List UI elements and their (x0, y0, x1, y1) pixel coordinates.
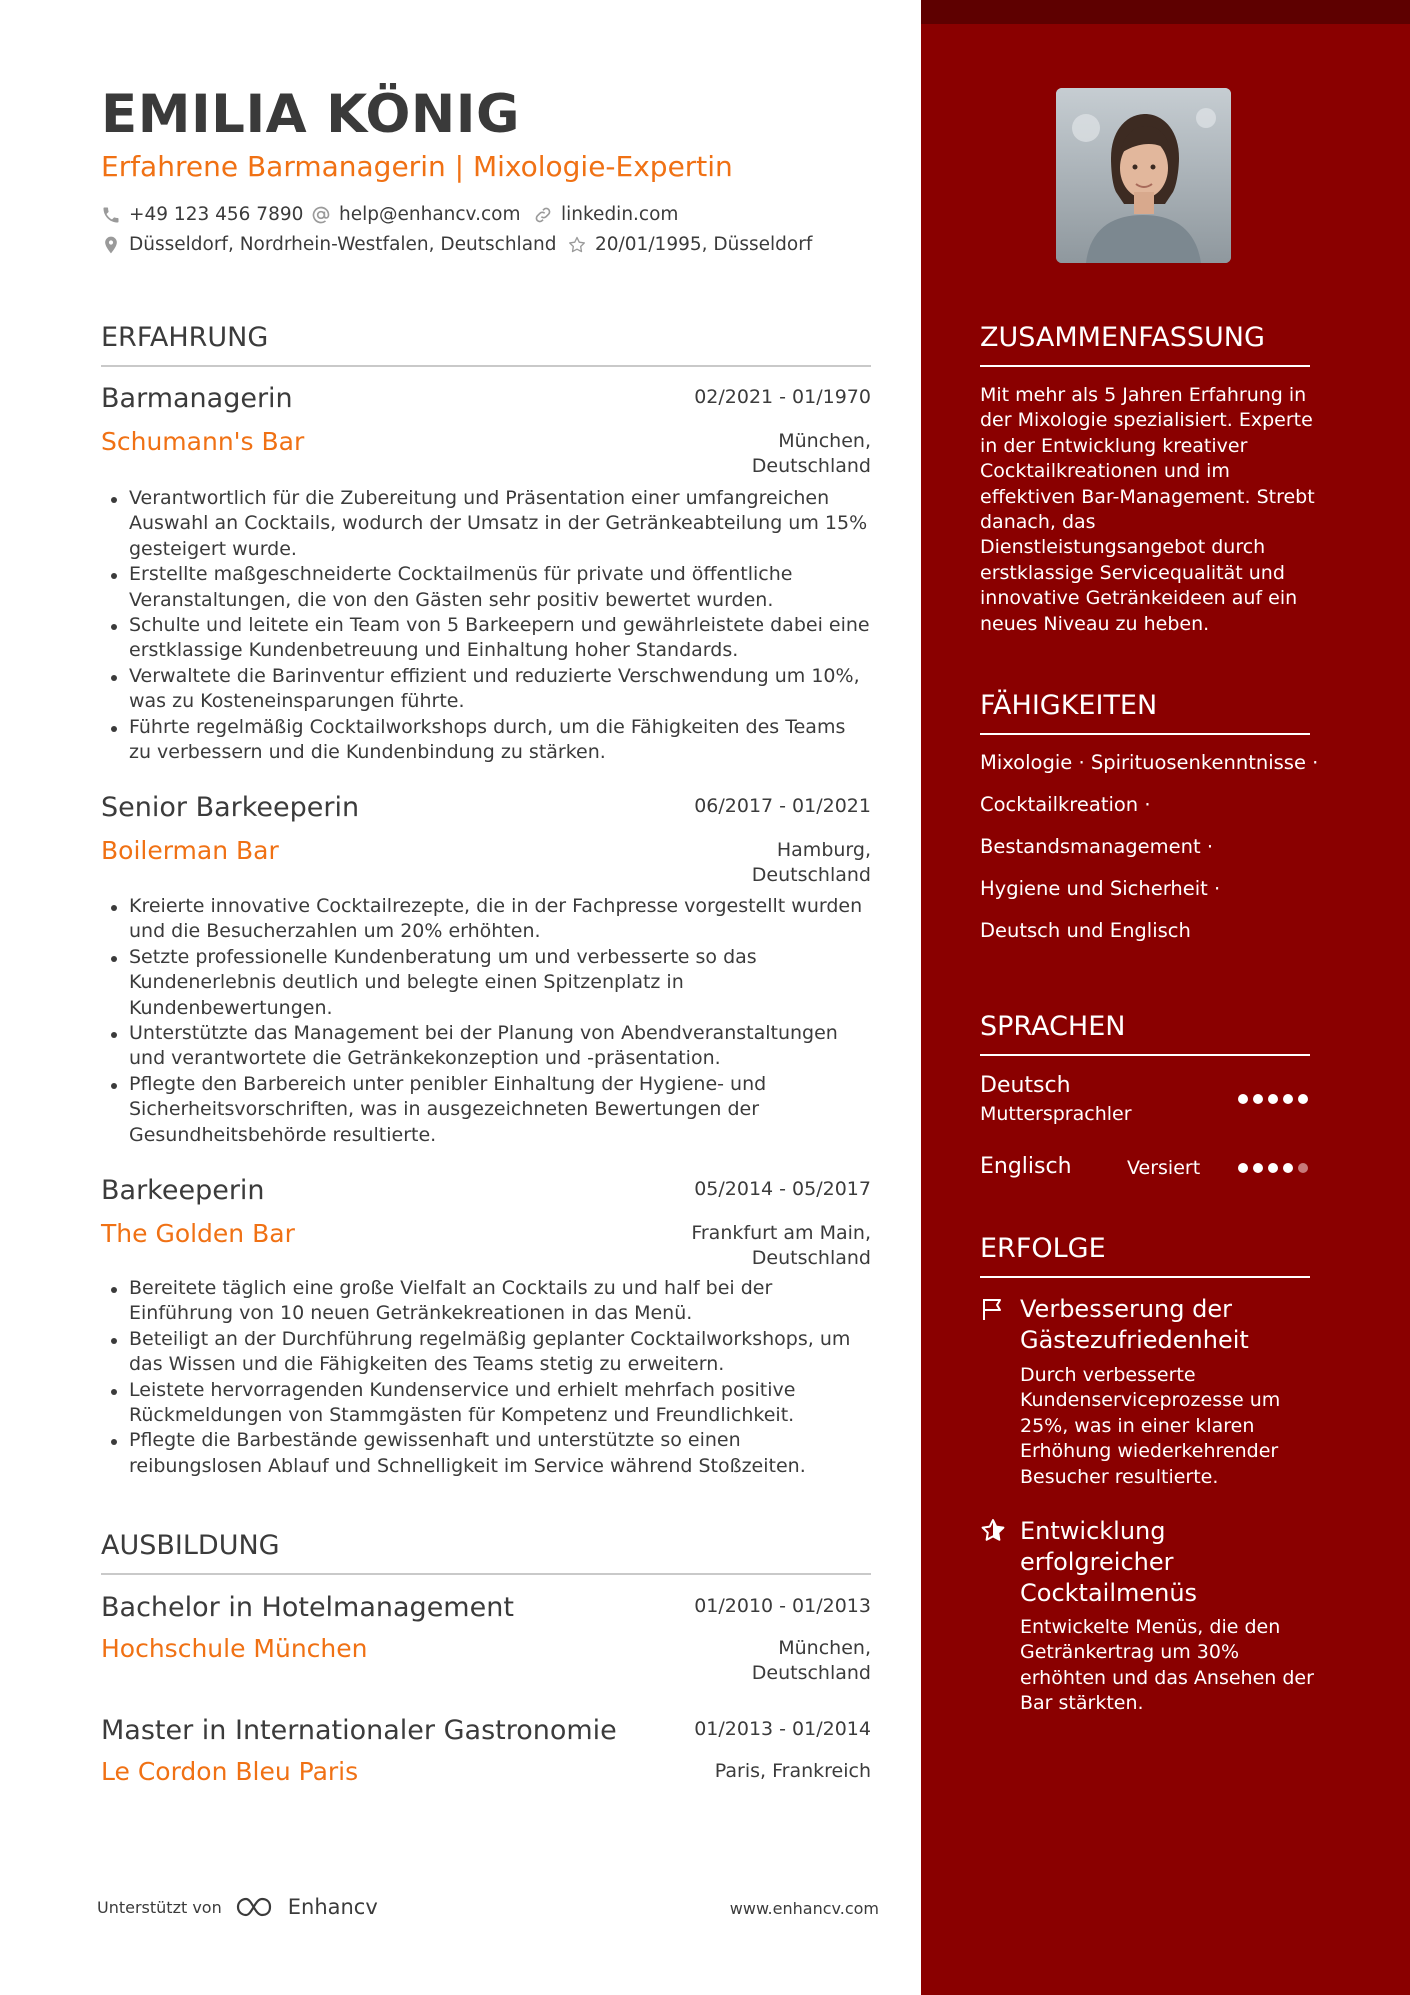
education-degree: Bachelor in Hotelmanagement (101, 1592, 514, 1623)
sidebar-top-bar (921, 0, 1410, 24)
summary-text: Mit mehr als 5 Jahren Erfahrung in der Mixologie spezialisiert. Experte in der Entwicklung kreativer Cocktailkreationen und im effektiven Bar-Management. Strebt danach, das Dienstleistungsangebot durch erstklassige Servicequalität und innovative Getränkeideen auf ein neues Niveau zu heben. (980, 384, 1315, 635)
language-name: Deutsch (980, 1073, 1071, 1098)
job-bullet: Schulte und leitete ein Team von 5 Barkeepern und gewährleistete dabei eine erstklassige Kundenbetreuung und Einhaltung hoher Standards. (101, 613, 871, 664)
education-location: Paris, Frankreich (714, 1760, 871, 1782)
contact-phone[interactable] (101, 204, 303, 225)
section-title-skills: FÄHIGKEITEN (980, 690, 1310, 735)
job-location: Hamburg, Deutschland (751, 839, 871, 886)
job-bullet: Leistete hervorragenden Kundenservice und erhielt mehrfach positive Rückmeldungen von Stammgästen für Kompetenz und Freundlichkeit. (101, 1378, 871, 1429)
candidate-name: EMILIA KÖNIG (101, 84, 520, 145)
enhancv-logo-icon (234, 1895, 280, 1919)
education-location: München, Deutschland (751, 1637, 871, 1684)
job-bullet: Verantwortlich für die Zubereitung und Präsentation einer umfangreichen Auswahl an Cocktails, wodurch der Umsatz in der Getränkeabteilung um 15% gesteigert wurde. (101, 486, 871, 562)
language-name: Englisch (980, 1154, 1072, 1179)
education-dates: 01/2013 - 01/2014 (694, 1718, 871, 1740)
star-icon (980, 1518, 1006, 1544)
contact-email[interactable] (311, 204, 520, 225)
achievement-text: Durch verbesserte Kundenserviceprozesse um 25%, was in einer klaren Erhöhung wiederkehrender Besucher resultierte. (1020, 1364, 1281, 1488)
language-level: Versiert (1127, 1157, 1201, 1179)
contact-website[interactable] (533, 204, 678, 225)
language-level: Muttersprachler (980, 1103, 1132, 1125)
location-text: Düsseldorf, Nordrhein-Westfalen, Deutschland (129, 234, 557, 255)
language-rating (1238, 1163, 1308, 1173)
birth-text: 20/01/1995, Düsseldorf (595, 234, 813, 255)
job-bullet: Verwaltete die Barinventur effizient und reduzierte Verschwendung um 10%, was zu Kosteneinsparungen führte. (101, 664, 871, 715)
job-bullet: Unterstützte das Management bei der Planung von Abendveranstaltungen und verantwortete die Getränkekonzeption und -präsentation. (101, 1021, 871, 1072)
section-title-education: AUSBILDUNG (101, 1530, 871, 1575)
section-title-achievements: ERFOLGE (980, 1233, 1310, 1278)
education-school[interactable]: Le Cordon Bleu Paris (101, 1757, 359, 1786)
location-pin-icon (101, 235, 121, 255)
rating-dot-filled (1268, 1163, 1278, 1173)
education-degree: Master in Internationaler Gastronomie (101, 1715, 617, 1746)
achievement-title: Entwicklung erfolgreicher Cocktailmenüs (1020, 1517, 1198, 1607)
rating-dot-filled (1253, 1094, 1263, 1104)
powered-by-text: Unterstützt von (97, 1897, 222, 1917)
website-text: linkedin.com (561, 204, 679, 225)
profile-photo (1056, 88, 1231, 263)
job-title: Barmanagerin (101, 383, 293, 414)
at-icon (311, 205, 331, 225)
contact-location (101, 234, 557, 255)
job-title: Senior Barkeeperin (101, 792, 360, 823)
job-bullet: Erstellte maßgeschneiderte Cocktailmenüs für private und öffentliche Veranstaltungen, die von den Gästen sehr positiv bewertet wurden. (101, 562, 871, 613)
section-title-languages: SPRACHEN (980, 1011, 1310, 1056)
section-title-summary: ZUSAMMENFASSUNG (980, 322, 1310, 367)
skill-line: Hygiene und Sicherheit · (980, 877, 1221, 900)
education-dates: 01/2010 - 01/2013 (694, 1595, 871, 1617)
phone-icon (101, 205, 121, 225)
enhancv-logo[interactable] (234, 1895, 378, 1919)
star-outline-icon (567, 235, 587, 255)
job-dates: 05/2014 - 05/2017 (694, 1178, 871, 1200)
language-rating (1238, 1094, 1308, 1104)
job-dates: 06/2017 - 01/2021 (694, 795, 871, 817)
education-school[interactable]: Hochschule München (101, 1634, 368, 1663)
section-title-experience: ERFAHRUNG (101, 322, 871, 367)
job-bullets (101, 486, 871, 765)
portrait-image (1056, 88, 1231, 263)
job-location: Frankfurt am Main, Deutschland (691, 1222, 871, 1269)
sidebar (921, 0, 1410, 1995)
job-company[interactable]: Boilerman Bar (101, 836, 279, 865)
link-icon (533, 205, 553, 225)
rating-dot-filled (1283, 1163, 1293, 1173)
achievement-title: Verbesserung der Gästezufriedenheit (1020, 1295, 1249, 1354)
achievement-text: Entwickelte Menüs, die den Getränkertrag um 30% erhöhten und das Ansehen der Bar stärkten. (1020, 1616, 1314, 1715)
candidate-headline: Erfahrene Barmanagerin | Mixologie-Expertin (101, 150, 733, 183)
skill-line: Cocktailkreation · (980, 793, 1151, 816)
rating-dot-filled (1298, 1094, 1308, 1104)
skill-line: Deutsch und Englisch (980, 919, 1191, 942)
enhancv-brand-text: Enhancv (287, 1895, 378, 1919)
job-dates: 02/2021 - 01/1970 (694, 386, 871, 408)
rating-dot-filled (1238, 1163, 1248, 1173)
rating-dot-filled (1238, 1094, 1248, 1104)
job-bullet: Pflegte die Barbestände gewissenhaft und unterstützte so einen reibungslosen Ablauf und Schnelligkeit im Service während Stoßzeiten. (101, 1428, 871, 1479)
skill-line: Bestandsmanagement · (980, 835, 1214, 858)
rating-dot-filled (1283, 1094, 1293, 1104)
job-title: Barkeeperin (101, 1175, 265, 1206)
footer-powered-by (97, 1895, 378, 1919)
job-bullet: Setzte professionelle Kundenberatung um und verbesserte so das Kundenerlebnis deutlich und belegte einen Spitzenplatz in Kundenbewertungen. (101, 945, 871, 1021)
job-bullet: Bereitete täglich eine große Vielfalt an Cocktails zu und half bei der Einführung von 10 neuen Getränkekreationen in das Menü. (101, 1276, 871, 1327)
flag-icon (980, 1296, 1006, 1322)
job-bullet: Beteiligt an der Durchführung regelmäßig geplanter Cocktailworkshops, um das Wissen und die Fähigkeiten des Teams stetig zu erweitern. (101, 1327, 871, 1378)
job-company[interactable]: Schumann's Bar (101, 427, 305, 456)
job-bullet: Pflegte den Barbereich unter penibler Einhaltung der Hygiene- und Sicherheitsvorschriften, was in ausgezeichneten Bewertungen der Gesundheitsbehörde resultierte. (101, 1072, 871, 1148)
footer-url[interactable]: www.enhancv.com (729, 1899, 879, 1918)
skill-line: Mixologie · Spirituosenkenntnisse · (980, 751, 1319, 774)
job-bullet: Führte regelmäßig Cocktailworkshops durch, um die Fähigkeiten des Teams zu verbessern und die Kundenbindung zu stärken. (101, 715, 871, 766)
rating-dot-filled (1268, 1094, 1278, 1104)
job-bullets (101, 894, 871, 1148)
contact-birth (567, 234, 812, 255)
rating-dot-filled (1253, 1163, 1263, 1173)
email-text: help@enhancv.com (339, 204, 521, 225)
rating-dot-empty (1298, 1163, 1308, 1173)
job-bullets (101, 1276, 871, 1479)
job-bullet: Kreierte innovative Cocktailrezepte, die in der Fachpresse vorgestellt wurden und die Besucherzahlen um 20% erhöhten. (101, 894, 871, 945)
phone-text: +49 123 456 7890 (129, 204, 304, 225)
job-company[interactable]: The Golden Bar (101, 1219, 295, 1248)
job-location: München, Deutschland (751, 430, 871, 477)
